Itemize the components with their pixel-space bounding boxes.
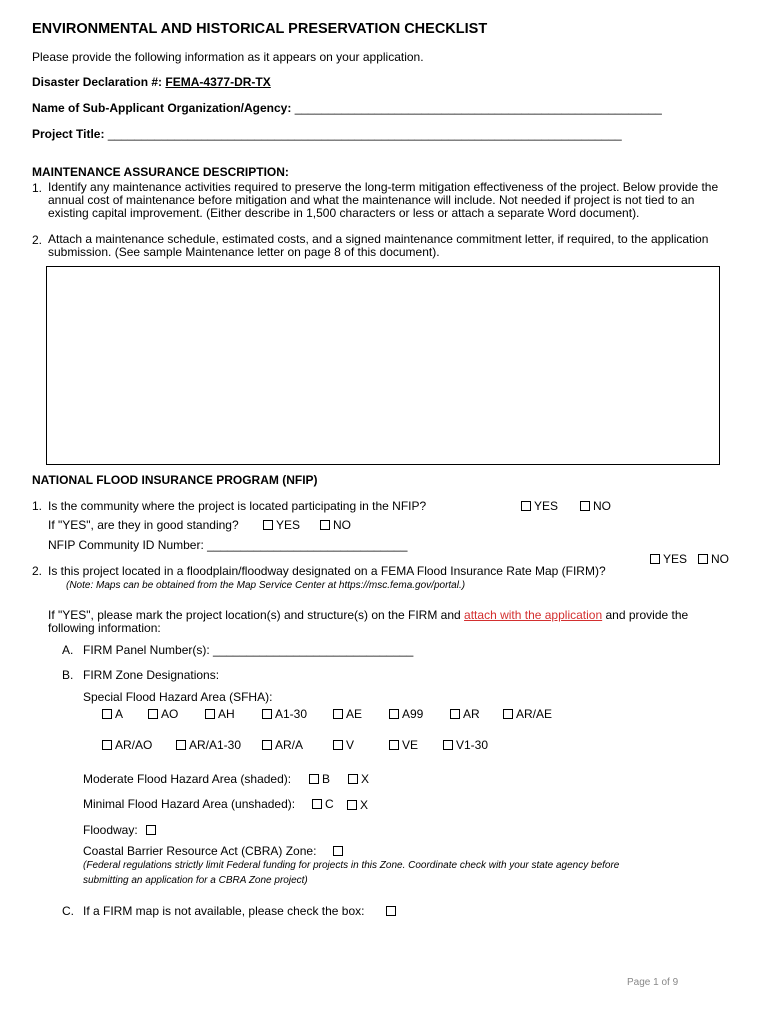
checkbox-icon[interactable]: [262, 709, 272, 719]
checkbox-icon[interactable]: [580, 501, 590, 511]
minimal-option-c[interactable]: C: [312, 797, 334, 811]
cbra-note-line2: submitting an application for a CBRA Zone project): [83, 875, 308, 886]
moderate-option-b[interactable]: B: [309, 772, 330, 786]
firm-panel-number[interactable]: FIRM Panel Number(s): ______________________________: [83, 643, 414, 657]
item-c-text: If a FIRM map is not available, please check the box:: [83, 904, 365, 918]
minimal-option-x[interactable]: X: [347, 798, 368, 812]
project-title-row: [32, 127, 622, 141]
maintenance-item2-text: Attach a maintenance schedule, estimated costs, and a signed maintenance commitment letter, if required, to the application submission. (See sample Maintenance letter on page 8 of this document).: [48, 232, 709, 259]
zone-option[interactable]: V1-30: [443, 738, 488, 752]
floodway-option[interactable]: [146, 823, 159, 837]
nfip-q2-yes[interactable]: YES: [650, 552, 687, 566]
zone-option[interactable]: V: [333, 738, 354, 752]
checkbox-icon[interactable]: [176, 740, 186, 750]
checkbox-icon[interactable]: [503, 709, 513, 719]
nfip-q1-text: Is the community where the project is located participating in the NFIP?: [48, 499, 427, 513]
checkbox-icon[interactable]: [102, 740, 112, 750]
checkbox-icon[interactable]: [262, 740, 272, 750]
page-number: Page 1 of 9: [627, 977, 679, 988]
maintenance-item1-text: Identify any maintenance activities required to preserve the long-term mitigation effectiveness of the project. Below provide the annual cost of maintenance before mitigation and what the maintenance will include. Not needed if project is not tied to an existing capital improvement. (Either describe in 1,500 characters or less or attach a separate Word document).: [48, 180, 719, 220]
maintenance-description-box[interactable]: [46, 266, 720, 465]
floodway-label: Floodway:: [83, 823, 138, 837]
firm-not-available-option[interactable]: [386, 904, 399, 918]
project-title-field[interactable]: _____________________________________________________________________________: [107, 127, 622, 141]
checkbox-icon[interactable]: [333, 709, 343, 719]
subapplicant-label: Name of Sub-Applicant Organization/Agency:: [32, 101, 292, 115]
zone-option[interactable]: AH: [205, 707, 235, 721]
checkbox-icon[interactable]: [309, 774, 319, 784]
zone-option[interactable]: A99: [389, 707, 423, 721]
maintenance-heading: MAINTENANCE ASSURANCE DESCRIPTION:: [32, 165, 289, 179]
checkbox-icon[interactable]: [389, 740, 399, 750]
checkbox-icon[interactable]: [443, 740, 453, 750]
minimal-label: Minimal Flood Hazard Area (unshaded):: [83, 797, 296, 811]
zone-option[interactable]: AR/A1-30: [176, 738, 241, 752]
page-title: ENVIRONMENTAL AND HISTORICAL PRESERVATION CHECKLIST: [32, 21, 488, 37]
zone-option[interactable]: AO: [148, 707, 178, 721]
disaster-declaration: [32, 75, 271, 89]
nfip-community-id[interactable]: NFIP Community ID Number: ______________________________: [48, 538, 408, 552]
checkbox-icon[interactable]: [521, 501, 531, 511]
checkbox-icon[interactable]: [148, 709, 158, 719]
zone-option[interactable]: A: [102, 707, 123, 721]
checkbox-icon[interactable]: [348, 774, 358, 784]
project-title-label: Project Title:: [32, 127, 105, 141]
subapplicant-field[interactable]: _______________________________________________________: [294, 101, 662, 115]
moderate-label: Moderate Flood Hazard Area (shaded):: [83, 772, 292, 786]
nfip-q1-num: 1.: [32, 499, 43, 513]
intro-text: Please provide the following information as it appears on your application.: [32, 50, 424, 64]
maintenance-item2-num: 2.: [32, 233, 43, 247]
checkbox-icon[interactable]: [312, 799, 322, 809]
cbra-label: Coastal Barrier Resource Act (CBRA) Zone:: [83, 844, 317, 858]
nfip-q1-no[interactable]: NO: [580, 499, 611, 513]
checkbox-icon[interactable]: [389, 709, 399, 719]
checkbox-icon[interactable]: [386, 906, 396, 916]
cbra-option[interactable]: [333, 844, 346, 858]
nfip-q2-no[interactable]: NO: [698, 552, 729, 566]
nfip-q1-sub-yes[interactable]: YES: [263, 518, 300, 532]
nfip-q2-num: 2.: [32, 564, 43, 578]
checkbox-icon[interactable]: [347, 800, 357, 810]
checkbox-icon[interactable]: [650, 554, 660, 564]
item-c-label: C.: [62, 904, 74, 918]
zone-option[interactable]: AR/AE: [503, 707, 552, 721]
zone-option[interactable]: AE: [333, 707, 362, 721]
checkbox-icon[interactable]: [263, 520, 273, 530]
zone-option[interactable]: AR: [450, 707, 480, 721]
nfip-q1-sub-no[interactable]: NO: [320, 518, 351, 532]
item-b-label: B.: [62, 668, 74, 682]
if-yes-line2: following information:: [48, 621, 161, 635]
zone-option[interactable]: VE: [389, 738, 418, 752]
checkbox-icon[interactable]: [333, 846, 343, 856]
disaster-value: FEMA-4377-DR-TX: [165, 75, 271, 89]
disaster-label: Disaster Declaration #:: [32, 75, 163, 89]
nfip-heading: NATIONAL FLOOD INSURANCE PROGRAM (NFIP): [32, 473, 318, 487]
zone-option[interactable]: AR/A: [262, 738, 303, 752]
zone-option[interactable]: AR/AO: [102, 738, 152, 752]
checkbox-icon[interactable]: [698, 554, 708, 564]
checkbox-icon[interactable]: [102, 709, 112, 719]
checkbox-icon[interactable]: [146, 825, 156, 835]
firm-zone-heading: FIRM Zone Designations:: [83, 668, 220, 682]
maintenance-item1-num: 1.: [32, 181, 43, 195]
cbra-note-line1: (Federal regulations strictly limit Federal funding for projects in this Zone. Coordinate check with your state agency before: [83, 860, 620, 871]
item-a-label: A.: [62, 643, 74, 657]
checkbox-icon[interactable]: [205, 709, 215, 719]
nfip-q1-sub: If "YES", are they in good standing?: [48, 518, 239, 532]
nfip-q2-text: Is this project located in a floodplain/floodway designated on a FEMA Flood Insurance Rate Map (FIRM)?: [48, 564, 606, 578]
zone-option[interactable]: A1-30: [262, 707, 307, 721]
attach-link[interactable]: attach with the application: [464, 608, 603, 622]
nfip-q2-note: (Note: Maps can be obtained from the Map Service Center at https://msc.fema.gov/portal.): [66, 580, 466, 591]
sfha-label: Special Flood Hazard Area (SFHA):: [83, 690, 273, 704]
checkbox-icon[interactable]: [320, 520, 330, 530]
checkbox-icon[interactable]: [450, 709, 460, 719]
subapplicant-row: [32, 101, 662, 115]
checkbox-icon[interactable]: [333, 740, 343, 750]
nfip-q1-yes[interactable]: YES: [521, 499, 558, 513]
moderate-option-x[interactable]: X: [348, 772, 369, 786]
if-yes-line1: If "YES", please mark the project location(s) and structure(s) on the FIRM and attach with the application and provide the: [48, 608, 689, 622]
